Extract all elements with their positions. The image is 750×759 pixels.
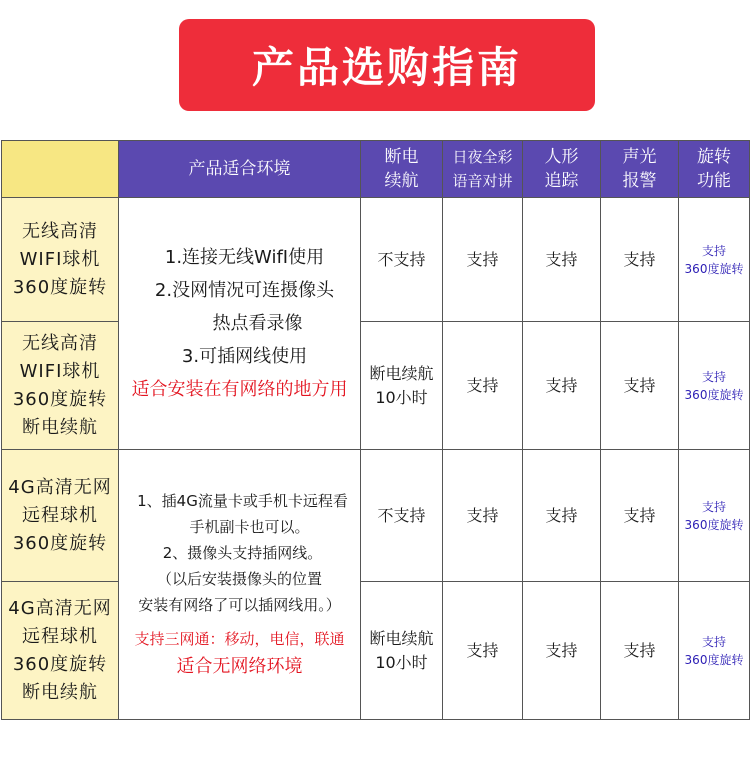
rotate-l1: 支持 — [701, 634, 726, 649]
product-line: 远程球机 — [22, 504, 98, 526]
battery-cell — [361, 582, 443, 720]
rotate-l2: 360度旋转 — [684, 261, 744, 276]
daynight-cell: 支持 — [443, 198, 523, 322]
product-name — [2, 582, 119, 720]
product-line: 4G高清无网 — [8, 597, 112, 619]
product-line: 远程球机 — [22, 625, 98, 647]
rotate-l2: 360度旋转 — [684, 652, 744, 667]
env-line: 2.没网情况可连摄像头 — [154, 280, 335, 301]
rotate-l1: 支持 — [701, 369, 726, 384]
human-cell: 支持 — [523, 582, 601, 720]
header-rotate-l1: 旋转 — [697, 147, 731, 167]
header-daynight-l1: 日夜全彩 — [452, 148, 513, 166]
rotate-cell — [679, 450, 750, 582]
product-line: 4G高清无网 — [8, 476, 112, 498]
header-sound-l2: 报警 — [622, 171, 657, 191]
sound-cell: 支持 — [601, 322, 679, 450]
rotate-cell — [679, 198, 750, 322]
header-battery-l2: 续航 — [384, 171, 419, 191]
battery-value: 10小时 — [375, 652, 428, 672]
header-human-l1: 人形 — [544, 147, 579, 167]
table-row — [2, 450, 750, 582]
table-row — [2, 322, 750, 450]
product-line: 无线高清 — [22, 332, 98, 354]
sound-cell: 支持 — [601, 582, 679, 720]
rotate-l1: 支持 — [701, 499, 726, 514]
daynight-cell: 支持 — [443, 582, 523, 720]
battery-value: 不支持 — [377, 249, 426, 269]
product-line: 断电续航 — [22, 681, 98, 703]
sound-cell: 支持 — [601, 198, 679, 322]
product-line: 360度旋转 — [12, 276, 108, 298]
product-line: 无线高清 — [22, 220, 98, 242]
battery-value: 不支持 — [377, 505, 426, 525]
rotate-cell — [679, 582, 750, 720]
human-cell: 支持 — [523, 322, 601, 450]
daynight-cell: 支持 — [443, 450, 523, 582]
product-line: WIFI球机 — [19, 360, 101, 382]
header-battery-l1: 断电 — [384, 147, 419, 167]
human-cell: 支持 — [523, 450, 601, 582]
env-note: 支持三网通：移动，电信，联通 — [134, 629, 345, 648]
env-line: 3.可插网线使用 — [181, 346, 308, 367]
product-line: WIFI球机 — [19, 248, 101, 270]
product-name — [2, 322, 119, 450]
header-rotate — [679, 141, 750, 198]
header-daynight — [443, 141, 523, 198]
env-line: （以后安装摄像头的位置 — [156, 569, 322, 588]
title-banner — [179, 19, 595, 111]
header-sound-l1: 声光 — [622, 147, 657, 167]
battery-cell — [361, 322, 443, 450]
env-line: 热点看录像 — [212, 313, 303, 334]
header-row — [2, 141, 750, 198]
rotate-cell — [679, 322, 750, 450]
rotate-l1: 支持 — [701, 243, 726, 258]
battery-value: 断电续航 — [369, 363, 434, 383]
battery-cell — [361, 198, 443, 322]
env-line: 1.连接无线WifI使用 — [164, 247, 325, 268]
battery-value: 10小时 — [375, 387, 428, 407]
env-line: 1、插4G流量卡或手机卡远程看 — [137, 491, 348, 510]
header-environment: 产品适合环境 — [119, 141, 361, 198]
battery-cell — [361, 450, 443, 582]
product-name — [2, 450, 119, 582]
header-rotate-l2: 功能 — [697, 171, 731, 191]
rotate-l2: 360度旋转 — [684, 517, 744, 532]
env-line: 安装有网络了可以插网线用。） — [138, 595, 341, 614]
rotate-l2: 360度旋转 — [684, 387, 744, 402]
product-line: 360度旋转 — [12, 653, 108, 675]
product-line: 断电续航 — [22, 416, 98, 438]
daynight-cell: 支持 — [443, 322, 523, 450]
header-daynight-l2: 语音对讲 — [452, 172, 513, 190]
page-title: 产品选购指南 — [251, 43, 522, 92]
product-name — [2, 198, 119, 322]
product-line: 360度旋转 — [12, 388, 108, 410]
environment-wifi — [119, 198, 361, 450]
product-guide-table — [1, 140, 750, 720]
table-row — [2, 198, 750, 322]
corner-cell — [2, 141, 119, 198]
table-row — [2, 582, 750, 720]
env-line: 手机副卡也可以。 — [189, 517, 310, 536]
header-battery — [361, 141, 443, 198]
battery-value: 断电续航 — [369, 628, 434, 648]
environment-4g — [119, 450, 361, 720]
human-cell: 支持 — [523, 198, 601, 322]
env-line: 2、摄像头支持插网线。 — [162, 543, 323, 562]
header-sound — [601, 141, 679, 198]
env-note: 适合安装在有网络的地方用 — [131, 379, 348, 400]
env-note: 适合无网络环境 — [176, 655, 303, 677]
sound-cell: 支持 — [601, 450, 679, 582]
header-human-l2: 追踪 — [544, 171, 579, 191]
header-human — [523, 141, 601, 198]
product-line: 360度旋转 — [12, 532, 108, 554]
